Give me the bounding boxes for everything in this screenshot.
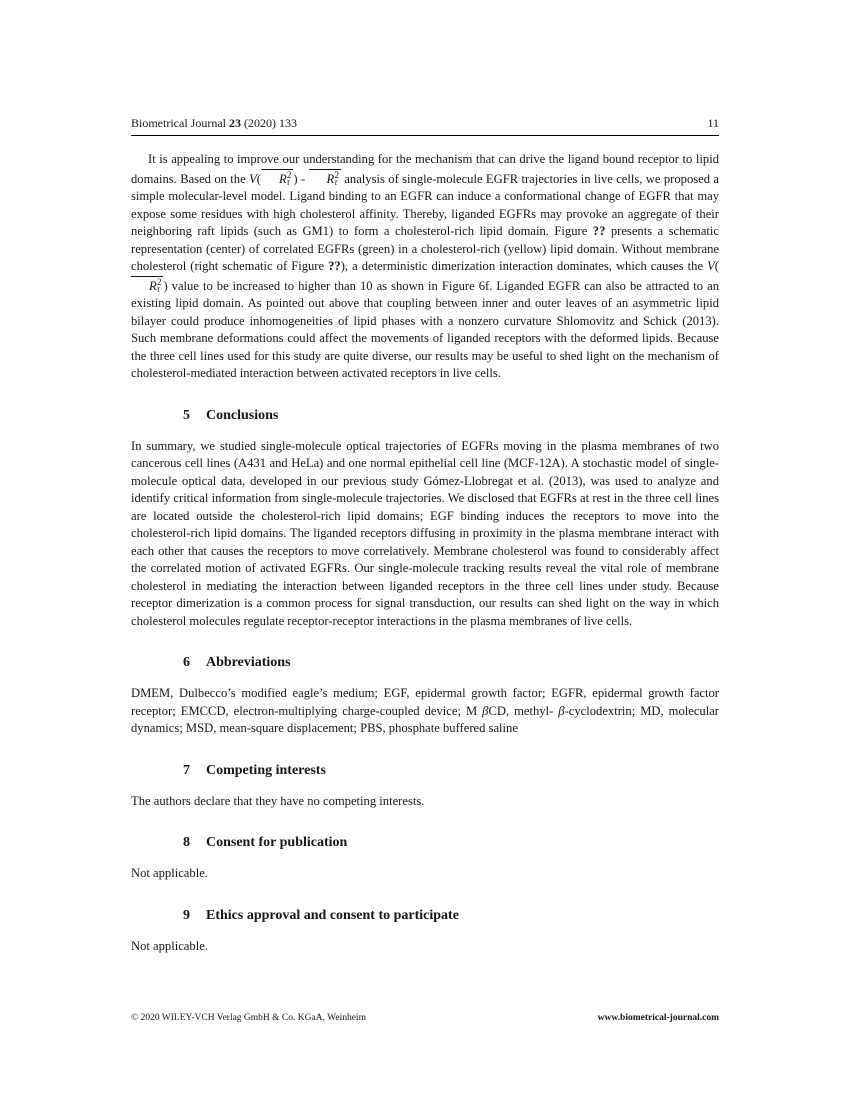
journal-citation (131, 116, 297, 130)
math-overline (309, 169, 341, 186)
page-footer (131, 1013, 719, 1024)
section-number: 6 (183, 655, 190, 670)
section-number: 5 (183, 407, 190, 423)
journal-url: www.biometrical-journal.com (597, 1013, 719, 1023)
document-body (131, 151, 719, 955)
math-overline (261, 169, 293, 186)
italic-text: V (707, 259, 715, 273)
subscript: τ (156, 283, 160, 294)
page-header (131, 116, 719, 136)
section-heading-9 (131, 906, 719, 926)
paragraph: It is appealing to improve our understanding for the mechanism that can drive the ligand bound receptor to lipid domains. Based on the V( $R_\tau^2$ ) - $R_\tau^2$ analysis of single-molecule EGFR trajectories in live cells, we proposed a simple molecular-level model. Ligand binding to an EGFR can induce a conformational change of EGFR that may expose some residues with high cholesterol affinity. Thereby, liganded EGFRs may provoke an aggregate of their neighboring raft lipids (such as GM1) to form a cholesterol-rich lipid domain. Figure ?? presents a schematic representation (center) of correlated EGFRs (green) in a cholesterol-rich (yellow) lipid domain. Without membrane cholesterol (right schematic of Figure ??), a deterministic dimerization interaction dominates, which causes the $V(R_\tau^2$ ) value to be increased to higher than 10 as shown in Figure 6f. Liganded EGFR can also be attracted to an existing lipid domain. As pointed out above that coupling between inner and outer leaves of an asymmetric lipid bilayer could produce inhomogeneities of lipid phases with a nonzero curvature Shlomovitz and Schick (2013). Such membrane deformations could affect the movements of liganded receptors with the deformed lipids. Because the three cell lines used for this study are quite diverse, our results may be useful to shed light on the mechanism of cholesterol-mediated interaction between activated receptors in live cells. (131, 152, 719, 380)
italic-text: R (278, 171, 287, 186)
copyright-notice: © 2020 WILEY-VCH Verlag GmbH & Co. KGaA, Weinheim (131, 1013, 366, 1023)
journal-volume: 23 (228, 116, 241, 130)
page-number: 11 (707, 116, 719, 130)
paragraph: Not applicable. (131, 938, 208, 953)
section-heading-5 (131, 406, 719, 426)
journal-issue: (2020) 133 (240, 116, 297, 130)
bold-text: ?? (328, 259, 341, 273)
italic-text: R (326, 171, 335, 186)
subscript: τ (334, 176, 338, 187)
section-title: Competing interests (206, 762, 326, 778)
section-number: 7 (183, 762, 190, 778)
journal-name: Biometrical Journal (131, 116, 229, 130)
section-number: 8 (183, 835, 190, 850)
section-heading-8 (131, 833, 719, 853)
math-overline (131, 276, 163, 293)
section-title: Consent for publication (206, 835, 348, 850)
superscript: 2 (334, 169, 339, 180)
superscript: 2 (156, 276, 162, 287)
paragraph: DMEM, Dulbecco’s modified eagle’s medium; EGF, epidermal growth factor; EGFR, epidermal growth factor receptor; EMCCD, electron-multiplying charge-coupled device; M βCD, methyl- β-cyclodextrin; MD, molecular dynamics; MSD, mean-square displacement; PBS, phosphate buffered saline (131, 686, 719, 735)
subscript: τ (286, 176, 290, 187)
section-heading-6 (131, 653, 719, 673)
section-heading-7 (131, 761, 719, 781)
superscript: 2 (286, 169, 292, 180)
bold-text: ?? (592, 224, 606, 238)
italic-text: V (249, 171, 257, 186)
italic-text: R (149, 278, 157, 293)
paragraph: The authors declare that they have no competing interests. (131, 793, 425, 808)
section-title: Conclusions (206, 407, 279, 423)
section-title: Abbreviations (206, 655, 291, 670)
italic-text: β (482, 703, 489, 718)
paragraph: Not applicable. (131, 866, 208, 880)
section-title: Ethics approval and consent to participate (206, 907, 459, 923)
italic-text: β (558, 703, 565, 718)
section-number: 9 (183, 907, 190, 923)
paragraph: In summary, we studied single-molecule optical trajectories of EGFRs moving in the plasma membranes of two cancerous cell lines (A431 and HeLa) and one normal epithelial cell line (MCF-12A). A stochastic model of single-molecule optical data, developed in our previous study Gómez-Llobregat et al. (2013), was used to analyze and identify critical information from single-molecule trajectories. We disclosed that EGFRs at rest in the three cell lines are located outside the cholesterol-rich lipid domains; EGF binding induces the receptors to move into the cholesterol-rich lipid domains. The liganded receptors diffusing in proximity in the plasma membrane interact with each other that causes the receptors to move correlatively. Membrane cholesterol was found to considerably affect the correlated motion of activated EGFRs. Our single-molecule tracking results reveal the vital role of membrane cholesterol in mediating the interaction between liganded receptors in the three cell lines under study. Because receptor dimerization is a common process for signal transduction, our results can shed light on the way in which cholesterol molecules regulate receptor-receptor interactions in the plasma membranes of live cells. (131, 438, 719, 628)
